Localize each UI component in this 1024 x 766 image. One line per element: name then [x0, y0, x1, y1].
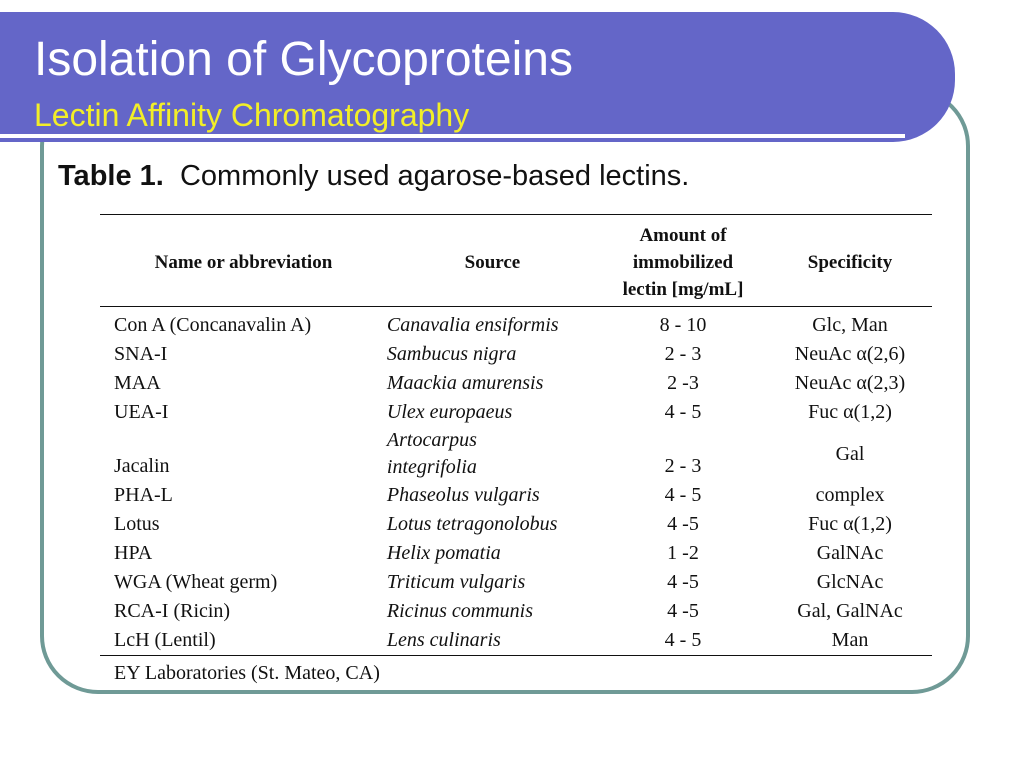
cell-name: Lotus: [114, 513, 160, 535]
cell-source-line1: Artocarpus: [386, 429, 477, 451]
header-amount-line1: Amount of: [639, 225, 727, 246]
cell-source: Canavalia ensiformis: [386, 314, 559, 336]
header-name: Name or abbreviation: [154, 251, 333, 273]
table-row: [100, 568, 932, 597]
lectin-table-container: [100, 214, 932, 690]
table-footnote-row: [100, 656, 932, 691]
table-row: [100, 510, 932, 539]
cell-amount: 4 -5: [667, 513, 699, 535]
cell-source: Maackia amurensis: [386, 372, 544, 394]
title-bar: [0, 12, 955, 142]
cell-specificity: Glc, Man: [812, 314, 888, 336]
cell-name: Jacalin: [114, 455, 170, 477]
cell-specificity: Gal, GalNAc: [797, 600, 903, 622]
header-source: Source: [464, 251, 521, 273]
cell-specificity: NeuAc α(2,6): [794, 343, 906, 365]
table-body: [100, 307, 932, 691]
cell-name: WGA (Wheat germ): [114, 571, 278, 593]
cell-specificity: Gal: [835, 442, 865, 465]
cell-specificity: Fuc α(1,2): [808, 401, 892, 423]
cell-name: UEA-I: [114, 401, 169, 423]
table-row: [100, 307, 932, 341]
cell-name: Con A (Concanavalin A): [114, 314, 312, 336]
cell-specificity: Man: [768, 626, 932, 656]
cell-source-line2: integrifolia: [386, 456, 477, 478]
cell-source: Triticum vulgaris: [386, 571, 526, 593]
table-row: [100, 626, 932, 656]
cell-amount: 4 - 5: [664, 401, 702, 423]
title-divider: [0, 134, 905, 138]
cell-source: Lotus tetragonolobus: [386, 513, 558, 535]
lectin-table: [100, 214, 932, 690]
table-row: [100, 539, 932, 568]
cell-name: LcH (Lentil): [100, 626, 387, 656]
cell-amount: 4 -5: [667, 571, 699, 593]
cell-amount: 8 - 10: [659, 314, 707, 336]
cell-amount: 2 -3: [667, 372, 699, 394]
cell-source: Ricinus communis: [386, 600, 533, 622]
cell-specificity: complex: [815, 484, 885, 506]
cell-amount: 4 - 5: [664, 484, 702, 506]
cell-name: MAA: [114, 372, 161, 394]
table-row: [100, 427, 932, 481]
table-header-row: [100, 215, 932, 307]
cell-source: Ulex europaeus: [386, 401, 513, 423]
table-caption: [58, 160, 689, 193]
cell-source: Sambucus nigra: [386, 343, 517, 365]
cell-amount: 2 - 3: [664, 343, 702, 365]
table-footnote: EY Laboratories (St. Mateo, CA): [114, 662, 380, 684]
header-amount-line3: lectin [mg/mL]: [622, 279, 744, 300]
cell-name: PHA-L: [114, 484, 173, 506]
cell-source: Helix pomatia: [386, 542, 501, 564]
table-row: [100, 481, 932, 510]
cell-specificity: Fuc α(1,2): [808, 513, 892, 535]
table-row: [100, 340, 932, 369]
slide-title: Isolation of Glycoproteins: [34, 33, 573, 86]
cell-source: Lens culinaris: [387, 626, 598, 656]
table-header: [100, 215, 932, 307]
cell-name: RCA-I (Ricin): [114, 600, 231, 622]
cell-amount: 2 - 3: [664, 455, 702, 477]
cell-source: Phaseolus vulgaris: [386, 484, 540, 506]
cell-amount: 1 -2: [667, 542, 699, 564]
cell-name: SNA-I: [114, 343, 168, 365]
header-amount-line2: immobilized: [632, 252, 734, 273]
cell-source: [387, 427, 598, 481]
cell-specificity: GlcNAc: [816, 571, 884, 593]
table-caption-label: Table 1.: [58, 160, 164, 192]
slide-subtitle: Lectin Affinity Chromatography: [34, 97, 470, 133]
cell-name: HPA: [114, 542, 153, 564]
table-row: [100, 369, 932, 398]
cell-specificity: GalNAc: [816, 542, 884, 564]
cell-specificity: NeuAc α(2,3): [794, 372, 906, 394]
table-row: [100, 398, 932, 427]
table-caption-text: Commonly used agarose-based lectins.: [179, 160, 690, 192]
cell-amount: 4 - 5: [598, 626, 768, 656]
table-row: [100, 597, 932, 626]
cell-amount: 4 -5: [667, 600, 699, 622]
header-amount: [598, 215, 768, 307]
header-specificity: Specificity: [807, 251, 893, 273]
